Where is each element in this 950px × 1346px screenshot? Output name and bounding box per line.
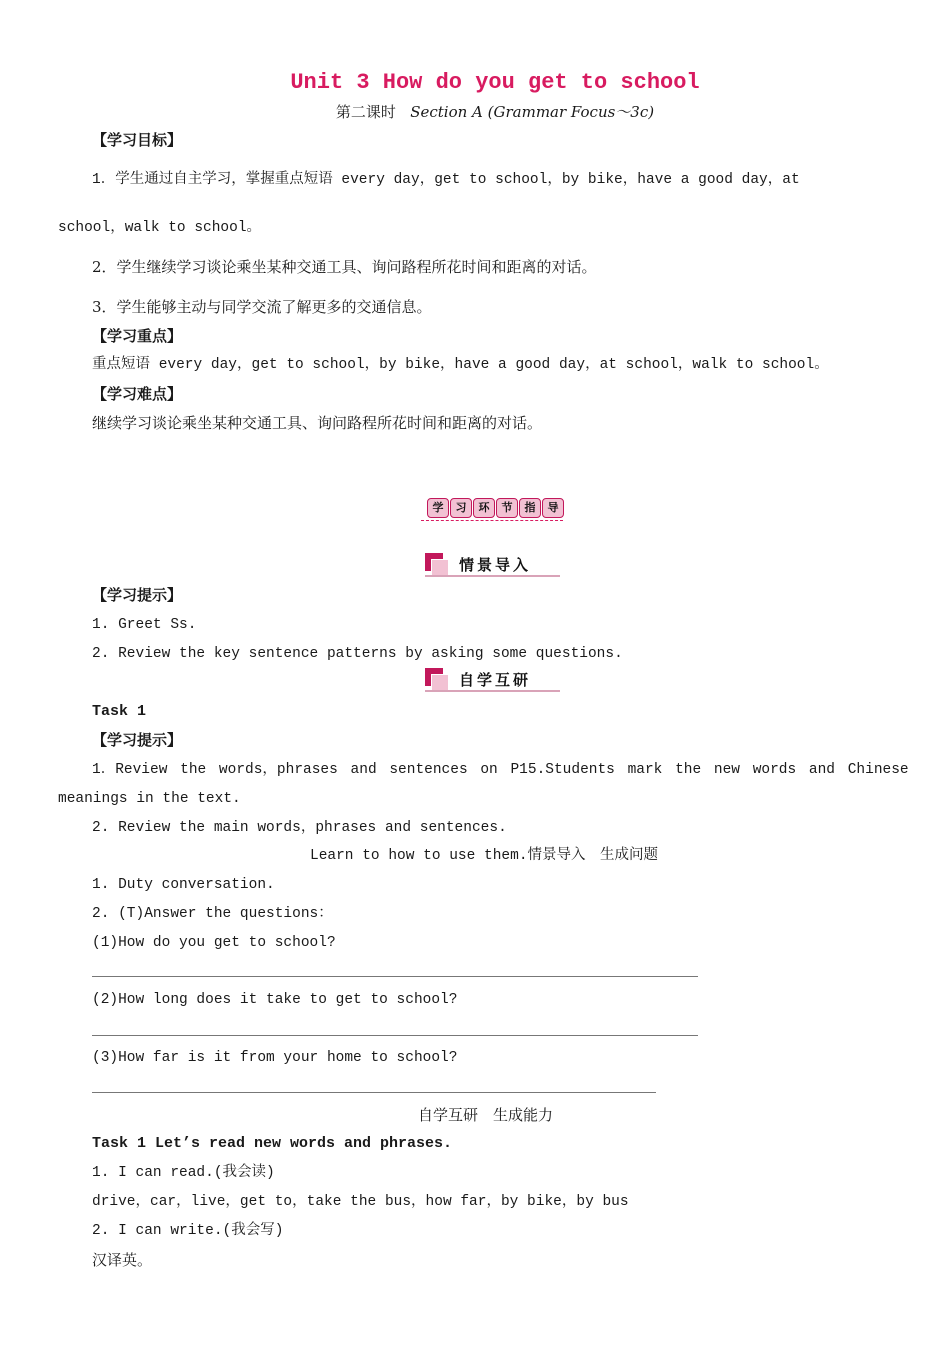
section-header-underline bbox=[425, 690, 560, 692]
ability-heading: 自学互研 生成能力 bbox=[418, 1106, 554, 1124]
ability-task-title: Task 1 Let’s read new words and phrases. bbox=[92, 1135, 453, 1152]
section-header-label: 自学互研 bbox=[459, 671, 532, 689]
answer-line-2[interactable] bbox=[92, 1035, 698, 1036]
key-points-text: 重点短语 every day，get to school，by bike，have a good day，at school，walk to school。 bbox=[92, 357, 829, 373]
section-header-label: 情景导入 bbox=[459, 556, 532, 574]
self-tip-heading: 【学习提示】 bbox=[92, 731, 183, 749]
answer-instruction: 2. (T)Answer the questions： bbox=[92, 906, 333, 922]
guide-char: 节 bbox=[496, 498, 518, 518]
guide-char: 指 bbox=[519, 498, 541, 518]
write-label: 2. I can write.(我会写) bbox=[92, 1223, 284, 1239]
read-words: drive，car，live，get to，take the bus，how far，by bike，by bus bbox=[92, 1194, 629, 1210]
question-2: (2)How long does it take to get to school? bbox=[92, 992, 458, 1008]
objective-1-line1: 1．学生通过自主学习，掌握重点短语 every day，get to school，by bike，have a good day，at bbox=[92, 172, 800, 188]
answer-line-1[interactable] bbox=[92, 976, 698, 977]
objectives-heading: 【学习目标】 bbox=[92, 131, 183, 149]
section-header-self-study bbox=[425, 668, 560, 694]
task-title: Task 1 bbox=[92, 703, 147, 720]
difficulties-heading: 【学习难点】 bbox=[92, 385, 183, 403]
intro-item-1: 1. Greet Ss. bbox=[92, 617, 197, 633]
objective-2: 2．学生继续学习谈论乘坐某种交通工具、询问路程所花时间和距离的对话。 bbox=[92, 258, 597, 276]
section-header-intro bbox=[425, 553, 560, 579]
self-item-3: Learn to how to use them.情景导入 生成问题 bbox=[310, 848, 659, 864]
read-label: 1. I can read.(我会读) bbox=[92, 1165, 275, 1181]
lesson-subtitle bbox=[0, 101, 950, 122]
objective-1-line2: school，walk to school。 bbox=[58, 220, 262, 236]
self-item-1-line1: 1．Review the words，phrases and sentences on P15.Students mark the new words and Chinese bbox=[92, 762, 909, 778]
section-name: Section A bbox=[410, 103, 483, 121]
self-item-1-line2: meanings in the text. bbox=[58, 791, 241, 807]
difficulties-text: 继续学习谈论乘坐某种交通工具、询问路程所花时间和距离的对话。 bbox=[92, 414, 543, 432]
answer-line-3[interactable] bbox=[92, 1092, 656, 1093]
duty-conversation: 1. Duty conversation. bbox=[92, 877, 275, 893]
question-1: (1)How do you get to school? bbox=[92, 935, 336, 951]
guide-banner bbox=[421, 496, 563, 522]
guide-char: 环 bbox=[473, 498, 495, 518]
self-item-2: 2. Review the main words，phrases and sentences. bbox=[92, 820, 507, 836]
guide-char: 学 bbox=[427, 498, 449, 518]
question-3: (3)How far is it from your home to school? bbox=[92, 1050, 458, 1066]
section-range: (Grammar Focus～3c) bbox=[487, 103, 655, 121]
intro-item-2: 2. Review the key sentence patterns by asking some questions. bbox=[92, 646, 623, 662]
guide-banner-divider bbox=[421, 520, 563, 521]
guide-char: 导 bbox=[542, 498, 564, 518]
guide-char: 习 bbox=[450, 498, 472, 518]
section-header-underline bbox=[425, 575, 560, 577]
page-title: Unit 3 How do you get to school bbox=[290, 70, 700, 95]
lesson-number: 第二课时 bbox=[335, 103, 396, 121]
objective-3: 3．学生能够主动与同学交流了解更多的交通信息。 bbox=[92, 298, 432, 316]
translate-instruction: 汉译英。 bbox=[92, 1251, 153, 1269]
intro-tip-heading: 【学习提示】 bbox=[92, 586, 183, 604]
key-points-heading: 【学习重点】 bbox=[92, 327, 183, 345]
